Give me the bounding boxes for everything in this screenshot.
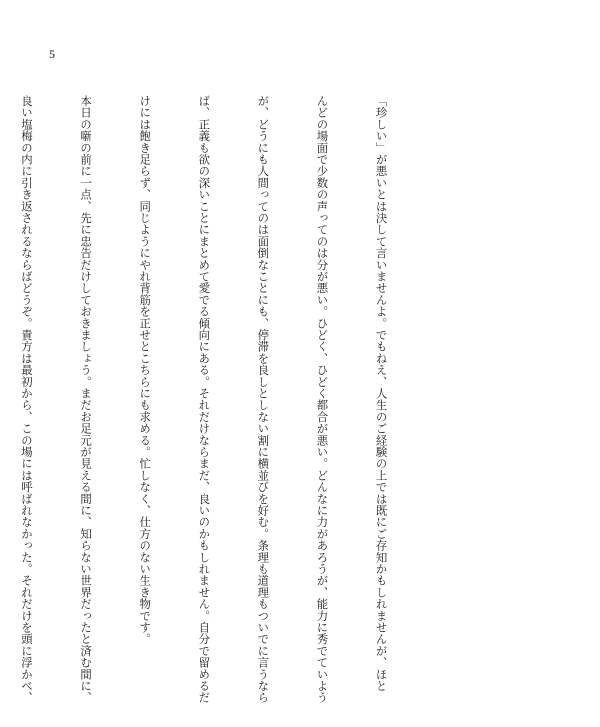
text-line: が、どうにも人間ってのは面倒なことにも、停滞を良しとしない割に横並びを好む。条理も道理もついでに言うなら (256, 95, 271, 704)
text-line: 良い塩梅の内に引き返されるならばどうぞ。貴方は最初から、この場には呼ばれなかった。それだけを頭に浮かべ、 (19, 95, 34, 704)
text-line: ば、正義も欲の深いことにまとめて愛でる傾向にある。それだけならまだ、良いのかもしれません。自分で留めるだ (197, 95, 212, 704)
text-line: んどの場面で少数の声ってのは分が悪い。ひどく、ひどく都合が悪い。どんなに力があろうが、能力に秀でていよう (315, 95, 330, 704)
body-text (0, 95, 430, 704)
text-line: 「珍しい」が悪いとは決して言いませんよ。でもねえ、人生のご経験の上では既にご存知かもしれませんが、ほと (374, 95, 389, 692)
page-number: 5 (49, 47, 55, 61)
text-line: けには飽き足らず、同じようにやれ背筋を正せとこちらにも求める。忙しなく、仕方のない生き物です。 (138, 95, 153, 645)
text-line: 本日の噺の前に一点、先に忠告だけしておきましょう。まだお足元が見える間に、知らない世界だったと済む間に、 (79, 95, 94, 704)
